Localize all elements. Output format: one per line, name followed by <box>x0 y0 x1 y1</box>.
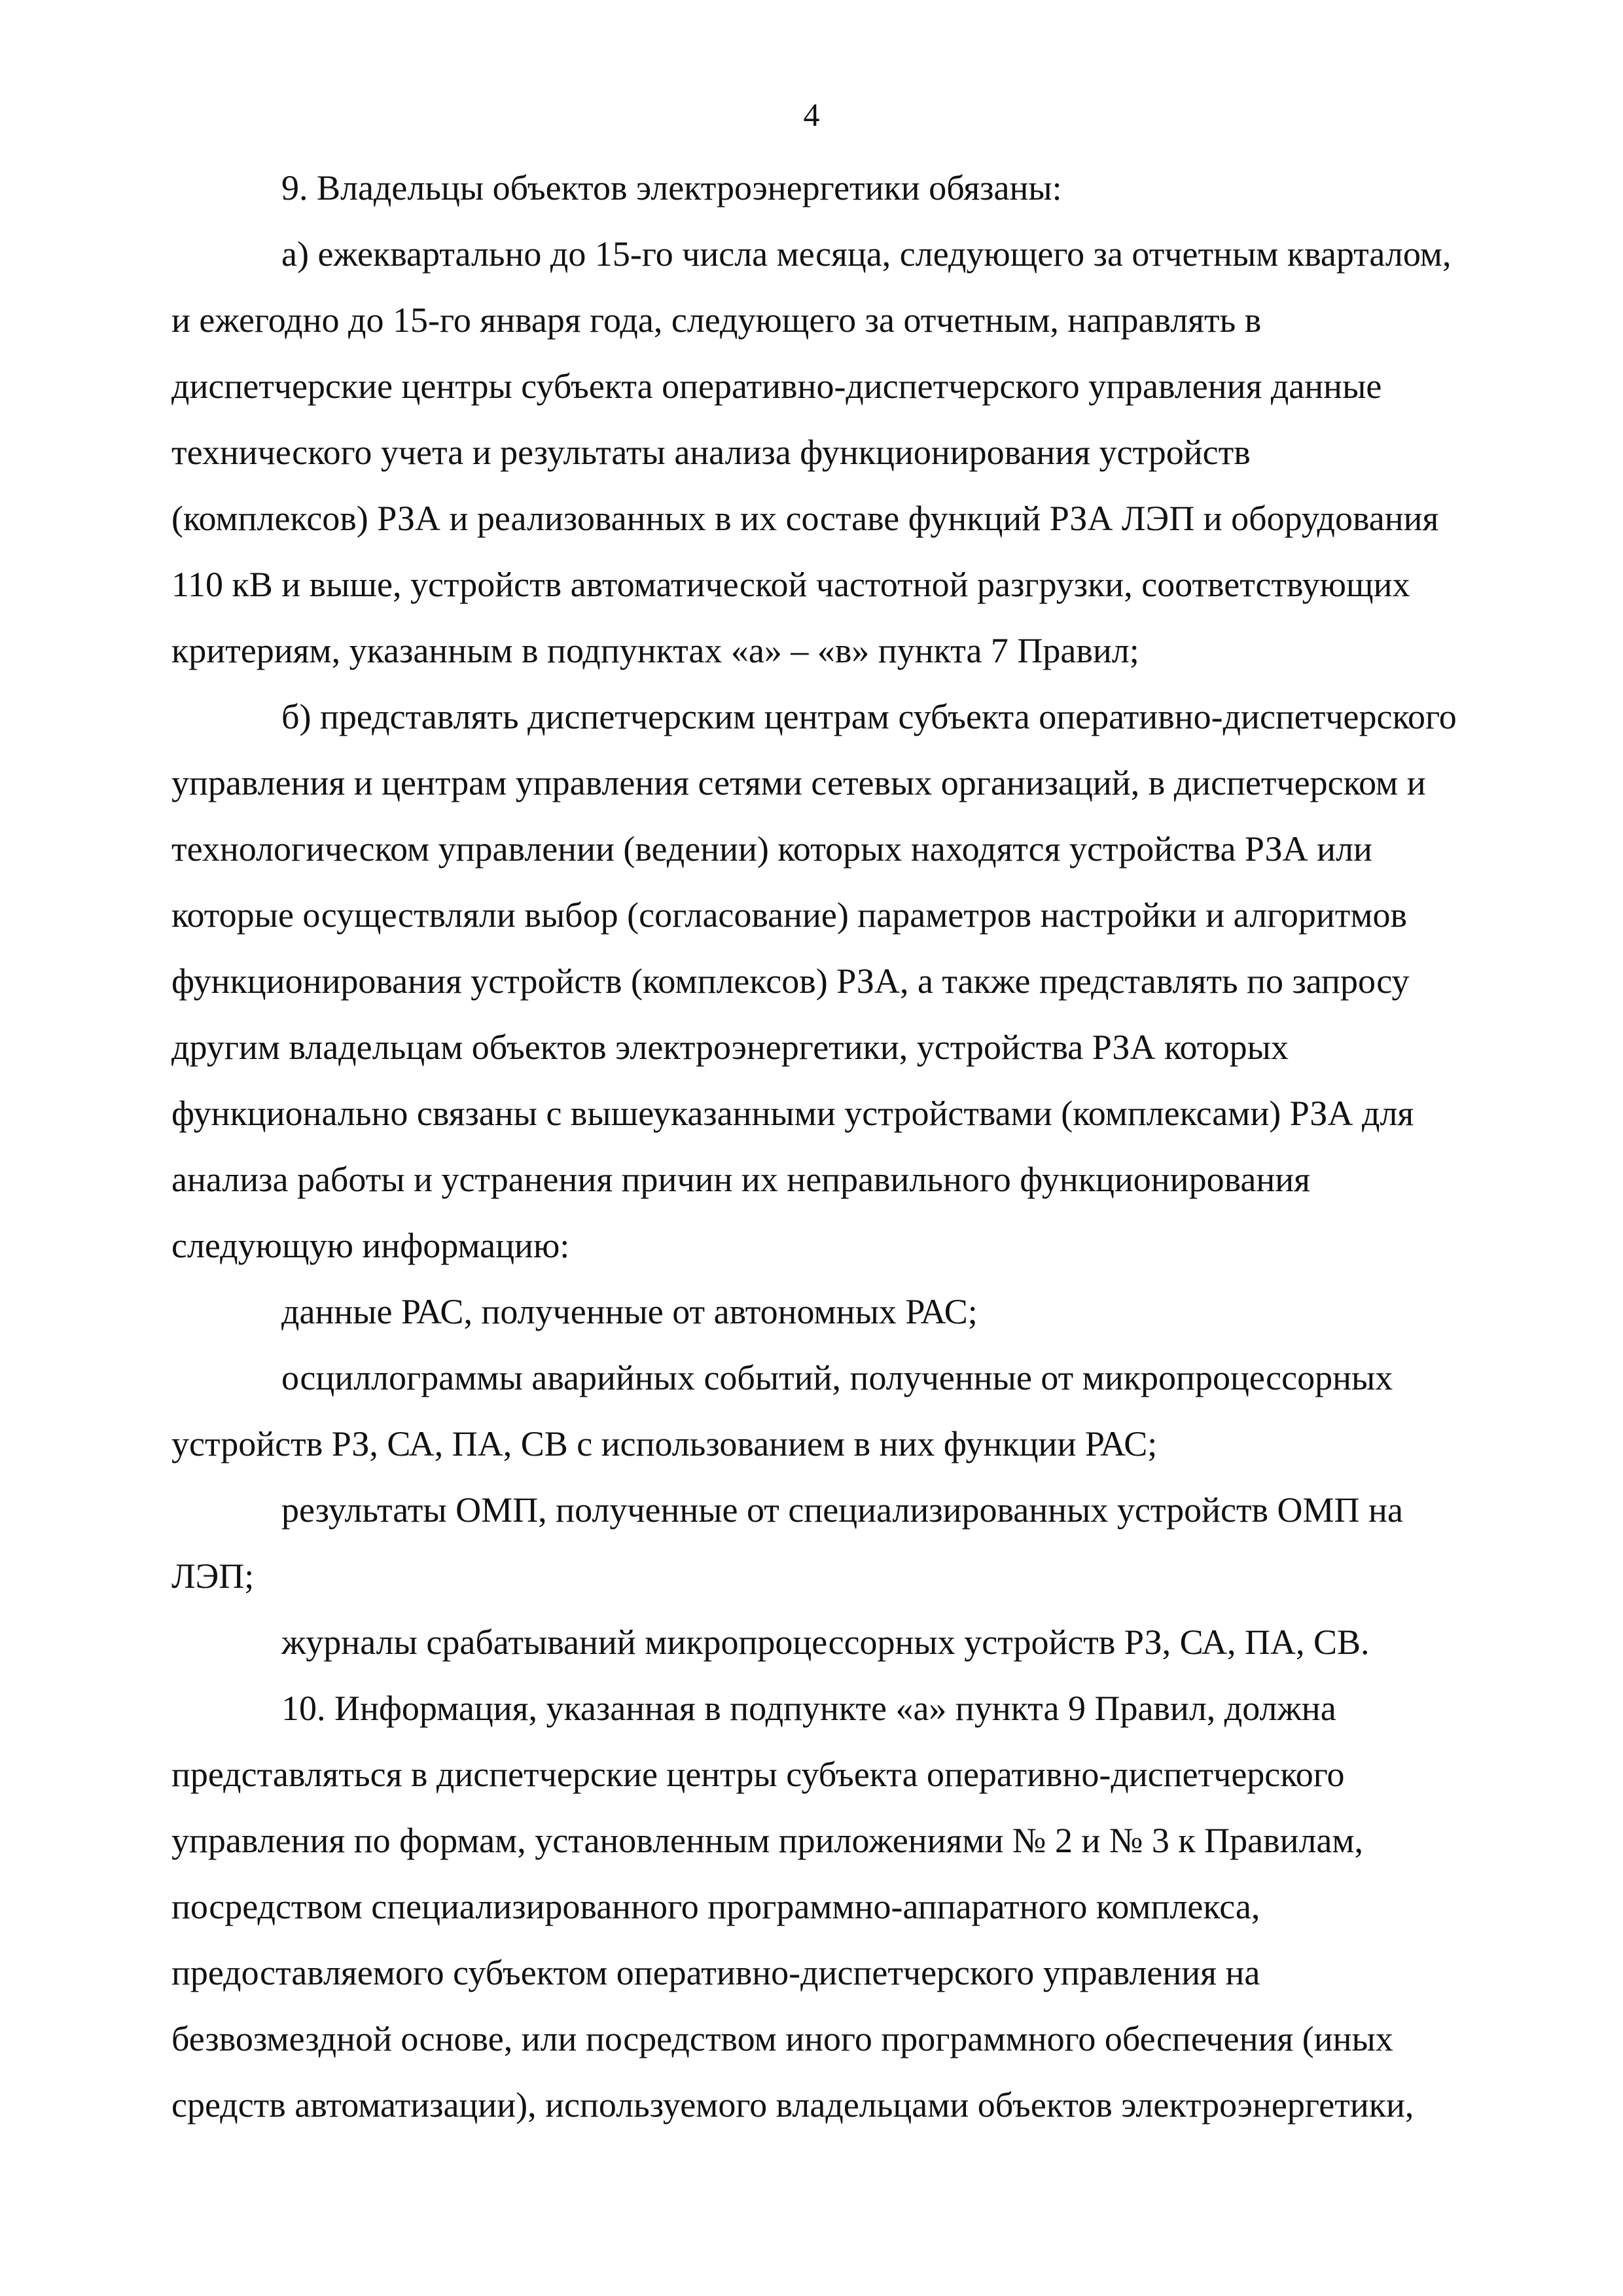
page-number: 4 <box>803 96 820 133</box>
paragraph-9-a: а) ежеквартально до 15-го числа месяца, следующего за отчетным кварталом, и ежегодно до 15-го января года, следующего за отчетным, направлять в диспетчерские центры субъекта оперативно-диспетчерского управления данные технического учета и результаты анализа функционирования устройств (комплексов) РЗА и реализованных в их составе функций РЗА ЛЭП и оборудования 110 кВ и выше, устройств автоматической частотной разгрузки, соответствующих критериям, указанным в подпунктах «а» – «в» пункта 7 Правил; <box>171 234 1452 670</box>
paragraph-9-b-item-4: журналы срабатываний микропроцессорных устройств РЗ, СА, ПА, СВ. <box>281 1623 1370 1662</box>
paragraph-9-b-item-2: осциллограммы аварийных событий, полученные от микропроцессорных устройств РЗ, СА, ПА, СВ с использованием в них функции РАС; <box>171 1358 1393 1463</box>
document-body <box>171 155 1564 2138</box>
paragraph-9-b: б) представлять диспетчерским центрам субъекта оперативно-диспетчерского управления и центрам управления сетями сетевых организаций, в диспетчерском и технологическом управлении (ведении) которых находятся устройства РЗА или которые осуществляли выбор (согласование) параметров настройки и алгоритмов функционирования устройств (комплексов) РЗА, а также представлять по запросу другим владельцам объектов электроэнергетики, устройства РЗА которых функционально связаны с вышеуказанными устройствами (комплексами) РЗА для анализа работы и устранения причин их неправильного функционирования следующую информацию: <box>171 697 1457 1265</box>
paragraph-10: 10. Информация, указанная в подпункте «а» пункта 9 Правил, должна представляться в диспетчерские центры субъекта оперативно-диспетчерского управления по формам, установленным приложениями № 2 и № 3 к Правилам, посредством специализированного программно-аппаратного комплекса, предоставляемого субъектом оперативно-диспетчерского управления на безвозмездной основе, или посредством иного программного обеспечения (иных средств автоматизации), используемого владельцами объектов электроэнергетики, <box>171 1689 1414 2125</box>
paragraph-9-b-item-1: данные РАС, полученные от автономных РАС; <box>281 1292 978 1331</box>
paragraph-9: 9. Владельцы объектов электроэнергетики обязаны: <box>281 168 1062 207</box>
paragraph-9-b-item-3: результаты ОМП, полученные от специализированных устройств ОМП на ЛЭП; <box>171 1490 1403 1596</box>
